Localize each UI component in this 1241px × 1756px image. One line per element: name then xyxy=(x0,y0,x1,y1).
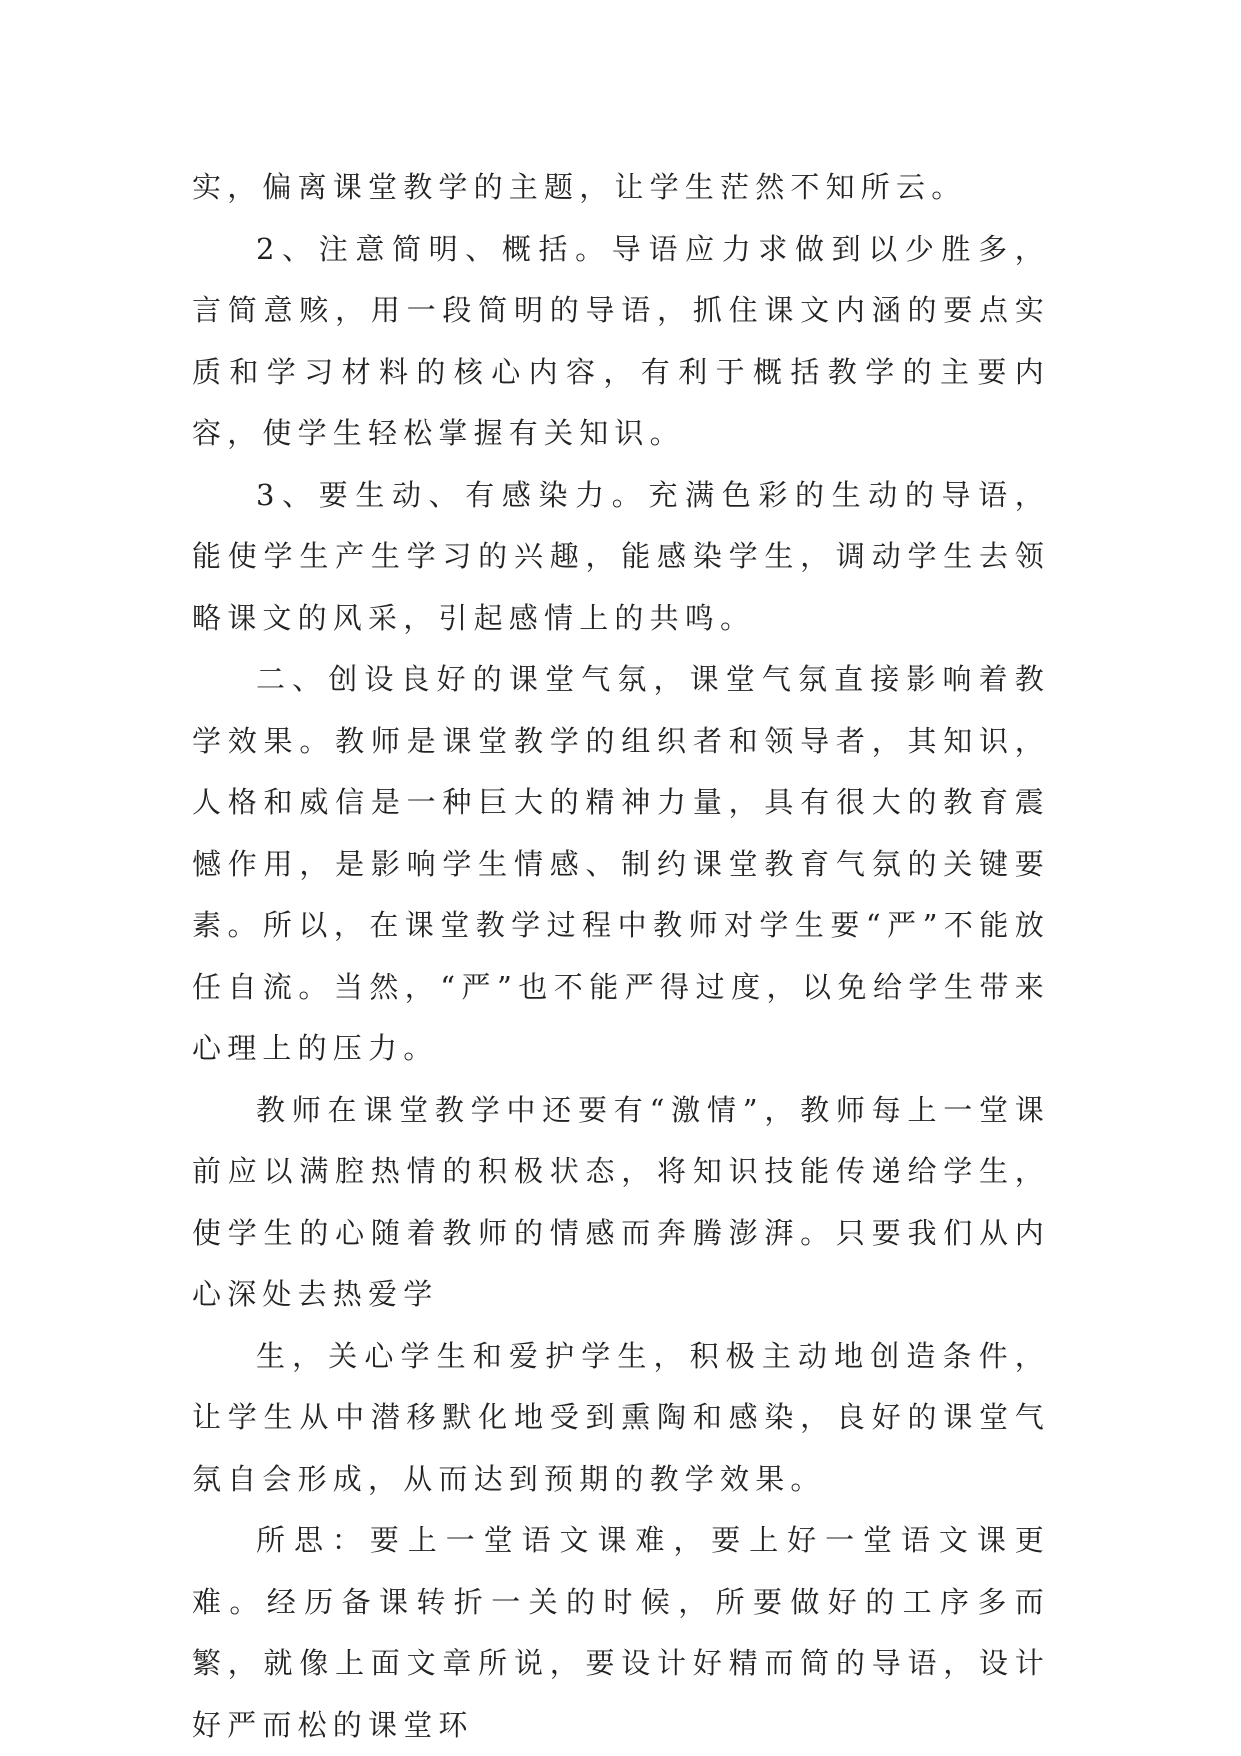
paragraph-reflection: 所思：要上一堂语文课难，要上好一堂语文课更难。经历备课转折一关的时候，所要做好的工序多而繁，就像上面文章所说，要设计好精而简的导语，设计好严而松的课堂环 xyxy=(192,1523,1050,1742)
paragraph-continuation: 实，偏离课堂教学的主题，让学生茫然不知所云。 xyxy=(192,170,967,204)
paragraph-classroom-atmosphere: 二、创设良好的课堂气氛，课堂气氛直接影响着教学效果。教师是课堂教学的组织者和领导者，其知识，人格和威信是一种巨大的精神力量，具有很大的教育震憾作用，是影响学生情感、制约课堂教育气氛的关键要素。所以，在课堂教学过程中教师对学生要“严”不能放任自流。当然，“严”也不能严得过度，以免给学生带来心理上的压力。 xyxy=(192,662,1050,1065)
paragraph-care-students: 生，关心学生和爱护学生，积极主动地创造条件，让学生从中潜移默化地受到熏陶和感染，良好的课堂气氛自会形成，从而达到预期的教学效果。 xyxy=(192,1338,1050,1496)
document-body xyxy=(192,157,1050,1756)
paragraph-teacher-passion: 教师在课堂教学中还要有“激情”，教师每上一堂课前应以满腔热情的积极状态，将知识技能传递给学生，使学生的心随着教师的情感而奔腾澎湃。只要我们从内心深处去热爱学 xyxy=(192,1092,1050,1311)
paragraph-vivid-intro: 3、要生动、有感染力。充满色彩的生动的导语，能使学生产生学习的兴趣，能感染学生，调动学生去领略课文的风采，引起感情上的共鸣。 xyxy=(192,477,1050,635)
paragraph-concise-intro: 2、注意简明、概括。导语应力求做到以少胜多，言简意赅，用一段简明的导语，抓住课文内涵的要点实质和学习材料的核心内容，有利于概括教学的主要内容，使学生轻松掌握有关知识。 xyxy=(192,231,1050,450)
